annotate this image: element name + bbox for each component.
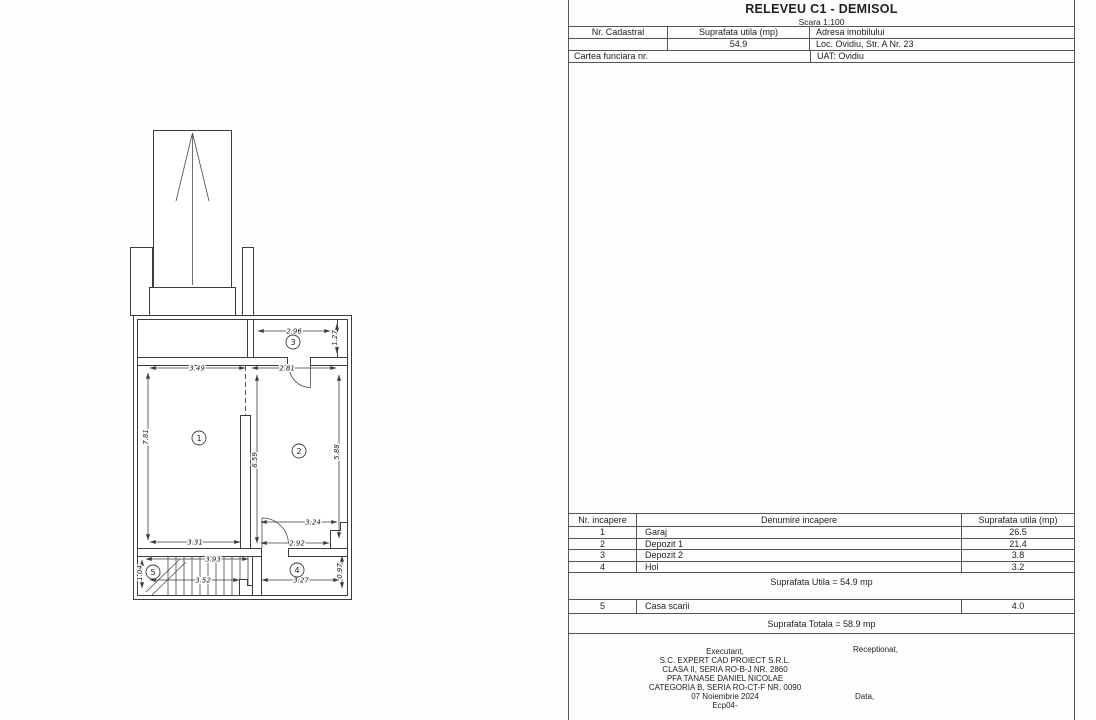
dim-depozit1-left: 6.59 [251, 452, 259, 468]
rooms-table-header [569, 514, 1074, 527]
col-suprafata: Suprafata utila (mp) [978, 515, 1058, 525]
uat-value: UAT: Ovidiu [817, 51, 864, 61]
table-row [569, 527, 1074, 539]
ramp-structure [131, 131, 254, 316]
row-nr: 5 [569, 600, 637, 613]
dim-garaj-left: 7.81 [142, 429, 150, 445]
cadastral-header-row [569, 27, 1074, 39]
table-row-casa-scarii [569, 600, 1074, 614]
adresa-value: Loc. Ovidiu, Str. A Nr. 23 [816, 39, 914, 49]
row-area: 21.4 [1009, 539, 1027, 549]
row-nr: 1 [569, 527, 637, 538]
dim-scara-left: 1.04 [136, 565, 144, 581]
suprafata-utila-total: Suprafata Utila = 54.9 mp [569, 573, 1074, 600]
adresa-label: Adresa imobilului [816, 27, 885, 37]
dim-depozit1-top: 2.81 [279, 364, 295, 373]
dim-scara-bottom: 3.52 [195, 576, 211, 585]
executant-pfa: PFA TANASE DANIEL NICOLAE [666, 674, 784, 683]
scale-label: Scara 1:100 [798, 17, 845, 27]
cartea-funciara-row [569, 51, 1074, 63]
nr-cadastral-label: Nr. Cadastral [569, 27, 668, 38]
col-nr-incapere: Nr. incapere [569, 514, 637, 526]
dim-hol-upper: 3.24 [305, 518, 321, 527]
dim-hol-bottom: 3.27 [293, 576, 309, 585]
dim-depozit1-right: 5.88 [333, 444, 341, 460]
suprafata-utila-value: 54.9 [668, 39, 810, 50]
dim-depozit2-width: 2.96 [286, 327, 302, 336]
room-3-depozit2: 3 [290, 338, 296, 347]
cadastral-value-row [569, 39, 1074, 51]
data-label: Data, [855, 692, 875, 701]
row-nr: 4 [569, 562, 637, 572]
suprafata-totala: Suprafata Totala = 58.9 mp [569, 614, 1074, 634]
room-2-depozit1: 2 [296, 447, 302, 456]
table-row [569, 550, 1074, 562]
dim-garaj-top: 3.49 [189, 364, 205, 373]
room-5-casa-scarii: 5 [150, 568, 156, 577]
col-denumire: Denumire incapere [637, 514, 962, 526]
executant-label: Executant, [706, 647, 744, 656]
plan-whitespace [569, 63, 1074, 514]
executant-clasa: CLASA II, SERIA RO-B-J NR. 2860 [662, 665, 788, 674]
row-name: Casa scarii [637, 600, 962, 613]
nr-cadastral-value [569, 39, 668, 50]
executant-categoria: CATEGORIA B, SERIA RO-CT-F NR. 0090 [648, 683, 802, 692]
row-area: 4.0 [1011, 601, 1025, 611]
room-4-hol: 4 [294, 566, 300, 575]
dim-depozit2-depth: 1.27 [331, 330, 339, 346]
row-name: Garaj [637, 527, 962, 538]
signature-block [569, 634, 1074, 720]
page-title: RELEVEU C1 - DEMISOL [745, 2, 898, 16]
executant-date: 07 Noiembrie 2024 [691, 692, 759, 701]
title-block [569, 0, 1074, 27]
dim-garaj-bottom: 3.31 [187, 538, 203, 547]
dim-hol-right: 0.97 [336, 563, 344, 579]
row-nr: 3 [569, 550, 637, 561]
receptionat-label: Receptionat, [853, 645, 898, 654]
suprafata-utila-label: Suprafata utila (mp) [668, 27, 810, 38]
executant-code: Ecp04- [712, 701, 738, 710]
table-row [569, 539, 1074, 550]
dim-scara-top: 3.93 [205, 555, 221, 564]
document-panel [568, 0, 1075, 720]
dim-hol-mid: 2.92 [289, 539, 305, 548]
row-name: Depozit 1 [637, 539, 962, 549]
cartea-funciara-label: Cartea funciara nr. [569, 51, 811, 62]
executant-block [569, 647, 881, 710]
row-area: 3.2 [1011, 562, 1025, 572]
executant-company: S.C. EXPERT CAD PROIECT S.R.L. [659, 656, 791, 665]
row-area: 3.8 [1011, 550, 1025, 560]
row-area: 26.5 [1009, 527, 1027, 537]
table-row [569, 562, 1074, 573]
row-name: Depozit 2 [637, 550, 962, 561]
row-name: Hol [637, 562, 962, 572]
room-1-garaj: 1 [196, 434, 202, 443]
row-nr: 2 [569, 539, 637, 549]
